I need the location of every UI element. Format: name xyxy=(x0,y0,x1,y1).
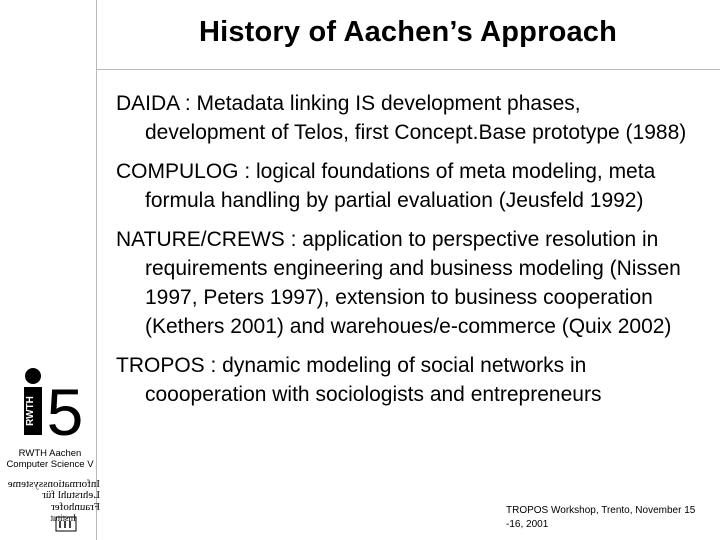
title-underline xyxy=(96,69,720,70)
bullet-nature-crews: NATURE/CREWS : application to perspective resolution in requirements engineering and business modeling (Nissen 1997, Peters 1997), extension to business cooperation (Kethers 2001) and warehoues/e-commerce (Quix 2002) xyxy=(116,228,681,338)
bullet-list xyxy=(116,89,706,419)
institution-line-2: Computer Science V xyxy=(6,459,94,470)
rwth-i5-logo xyxy=(19,365,87,437)
logo-dot xyxy=(25,368,41,384)
institution-name xyxy=(4,448,96,470)
vertical-rule xyxy=(96,0,97,540)
bullet-tropos: TROPOS : dynamic modeling of social networks in coooperation with sociologists and entrepreneurs xyxy=(116,354,602,406)
mirrored-line-2: Lehrstuhl für xyxy=(42,489,100,501)
logo-number: 5 xyxy=(46,375,84,437)
mirrored-line-3: Fraunhofer xyxy=(51,501,100,513)
mirrored-line-1: Informationssysteme xyxy=(7,478,100,490)
footer-line-1: TROPOS Workshop, Trento, November 15 xyxy=(506,505,696,516)
mirrored-line-4: Institut xyxy=(50,513,76,523)
footer-line-2: -16, 2001 xyxy=(506,519,549,530)
logo-text: RWTH xyxy=(25,396,36,426)
bullet-compulog: COMPULOG : logical foundations of meta modeling, meta formula handling by partial evaluation (Jeusfeld 1992) xyxy=(116,160,656,212)
mirrored-institute-mark xyxy=(4,475,104,535)
institution-line-1: RWTH Aachen xyxy=(18,448,82,459)
footer xyxy=(506,504,706,532)
slide-title: History of Aachen’s Approach xyxy=(198,16,618,48)
bullet-daida: DAIDA : Metadata linking IS development phases, development of Telos, first Concept.Base prototype (1988) xyxy=(116,92,687,144)
